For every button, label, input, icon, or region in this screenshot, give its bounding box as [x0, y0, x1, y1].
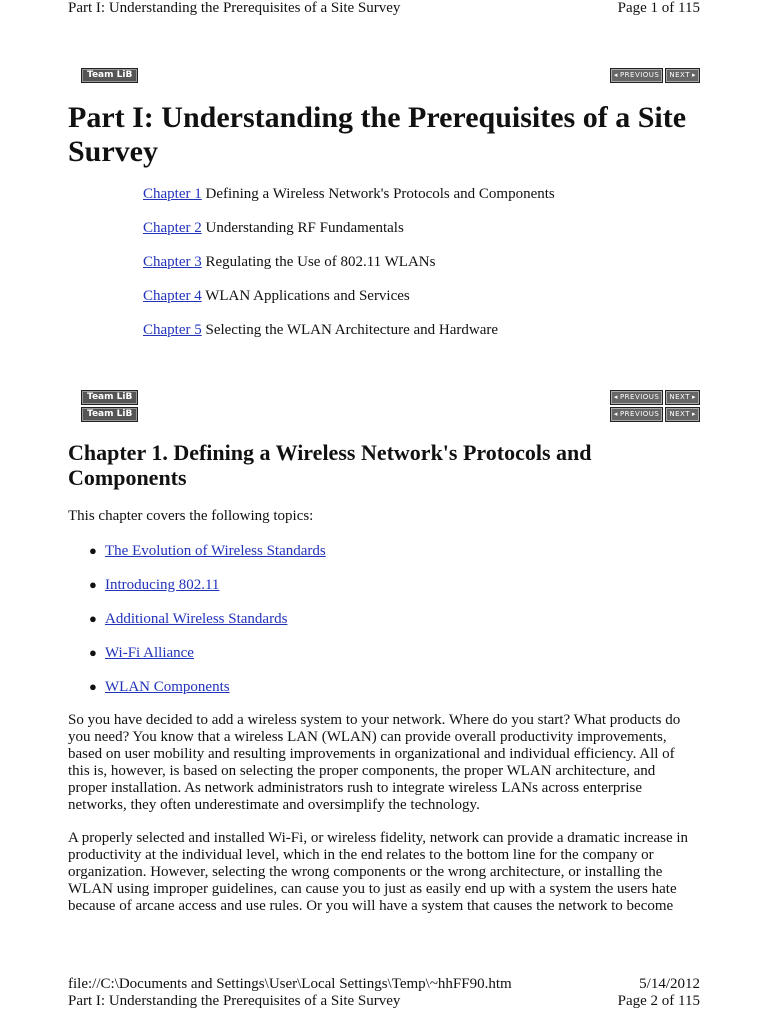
- arrow-left-icon: ◂: [613, 393, 618, 401]
- bullet-icon: ●: [89, 577, 97, 592]
- list-item: [89, 576, 220, 594]
- chapter-heading: Chapter 1. Defining a Wireless Network's Protocols and Components: [68, 440, 592, 490]
- page-header-page-number: Page 2 of 115: [617, 993, 700, 1009]
- page-header-title: Part I: Understanding the Prerequisites of a Site Survey: [68, 993, 401, 1009]
- next-button[interactable]: NEXT ▸: [665, 68, 700, 83]
- topic-link[interactable]: WLAN Components: [105, 679, 230, 695]
- bullet-icon: ●: [89, 543, 97, 558]
- next-button[interactable]: NEXT ▸: [665, 390, 700, 405]
- toc-item: [143, 254, 435, 271]
- body-paragraph: A properly selected and installed Wi-Fi, or wireless fidelity, network can provide a dramatic increase in productivity at the individual level, which in the end relates to the bottom line for the company or organization. However, selecting the wrong components or the wrong architecture, or installing the WLAN using improper guidelines, can cause you to just as easily end up with a system the users hate because of arcane access and use rules. Or you will have a system that causes the network to become: [68, 830, 689, 914]
- chapter-intro: This chapter covers the following topics:: [68, 508, 314, 524]
- topic-link[interactable]: The Evolution of Wireless Standards: [105, 543, 326, 559]
- next-button[interactable]: NEXT ▸: [665, 407, 700, 422]
- chapter-title: Selecting the WLAN Architecture and Hardware: [205, 322, 499, 338]
- page-header-page-number: Page 1 of 115: [617, 0, 700, 16]
- nav-buttons: [610, 407, 700, 422]
- footer-file-path: file://C:\Documents and Settings\User\Local Settings\Temp\~hhFF90.htm: [68, 976, 512, 992]
- list-item: [89, 542, 326, 560]
- team-lib-badge[interactable]: Team LiB: [81, 407, 138, 422]
- chapter-title: Regulating the Use of 802.11 WLANs: [205, 254, 436, 270]
- chapter-title: Defining a Wireless Network's Protocols and Components: [205, 186, 555, 202]
- arrow-right-icon: ▸: [691, 71, 696, 79]
- topic-link[interactable]: Introducing 802.11: [105, 577, 220, 593]
- team-lib-badge[interactable]: Team LiB: [81, 68, 138, 83]
- arrow-right-icon: ▸: [691, 410, 696, 418]
- toc-item: [143, 322, 498, 339]
- previous-button[interactable]: ◂ PREVIOUS: [610, 390, 663, 405]
- part-heading: Part I: Understanding the Prerequisites of a Site Survey: [68, 101, 687, 168]
- topic-link[interactable]: Wi-Fi Alliance: [105, 645, 194, 661]
- bullet-icon: ●: [89, 645, 97, 660]
- nav-buttons: [610, 390, 700, 405]
- bullet-icon: ●: [89, 679, 97, 694]
- chapter-title: WLAN Applications and Services: [205, 288, 410, 304]
- arrow-right-icon: ▸: [691, 393, 696, 401]
- chapter-link[interactable]: Chapter 2: [143, 220, 202, 236]
- chapter-link[interactable]: Chapter 3: [143, 254, 202, 270]
- chapter-title: Understanding RF Fundamentals: [205, 220, 404, 236]
- team-lib-badge[interactable]: Team LiB: [81, 390, 138, 405]
- chapter-link[interactable]: Chapter 5: [143, 322, 202, 338]
- arrow-left-icon: ◂: [613, 410, 618, 418]
- chapter-link[interactable]: Chapter 4: [143, 288, 202, 304]
- list-item: [89, 610, 288, 628]
- bullet-icon: ●: [89, 611, 97, 626]
- previous-button[interactable]: ◂ PREVIOUS: [610, 68, 663, 83]
- toc-item: [143, 288, 410, 305]
- chapter-link[interactable]: Chapter 1: [143, 186, 202, 202]
- footer-date: 5/14/2012: [639, 976, 700, 992]
- topic-link[interactable]: Additional Wireless Standards: [105, 611, 288, 627]
- body-paragraph: So you have decided to add a wireless system to your network. Where do you start? What products do you need? You know that a wireless LAN (WLAN) can provide overall productivity improvements, based on user mobility and resulting improvements in organizational and individual efficiency. All of this is, however, is based on selecting the proper components, the proper WLAN architecture, and proper installation. As network administrators rush to integrate wireless LANs across enterprise networks, they often underestimate and oversimplify the technology.: [68, 712, 681, 813]
- toc-item: [143, 186, 555, 203]
- page-header-title: Part I: Understanding the Prerequisites of a Site Survey: [68, 0, 401, 16]
- list-item: [89, 678, 230, 696]
- toc-item: [143, 220, 404, 237]
- list-item: [89, 644, 194, 662]
- nav-buttons: [610, 68, 700, 83]
- arrow-left-icon: ◂: [613, 71, 618, 79]
- previous-button[interactable]: ◂ PREVIOUS: [610, 407, 663, 422]
